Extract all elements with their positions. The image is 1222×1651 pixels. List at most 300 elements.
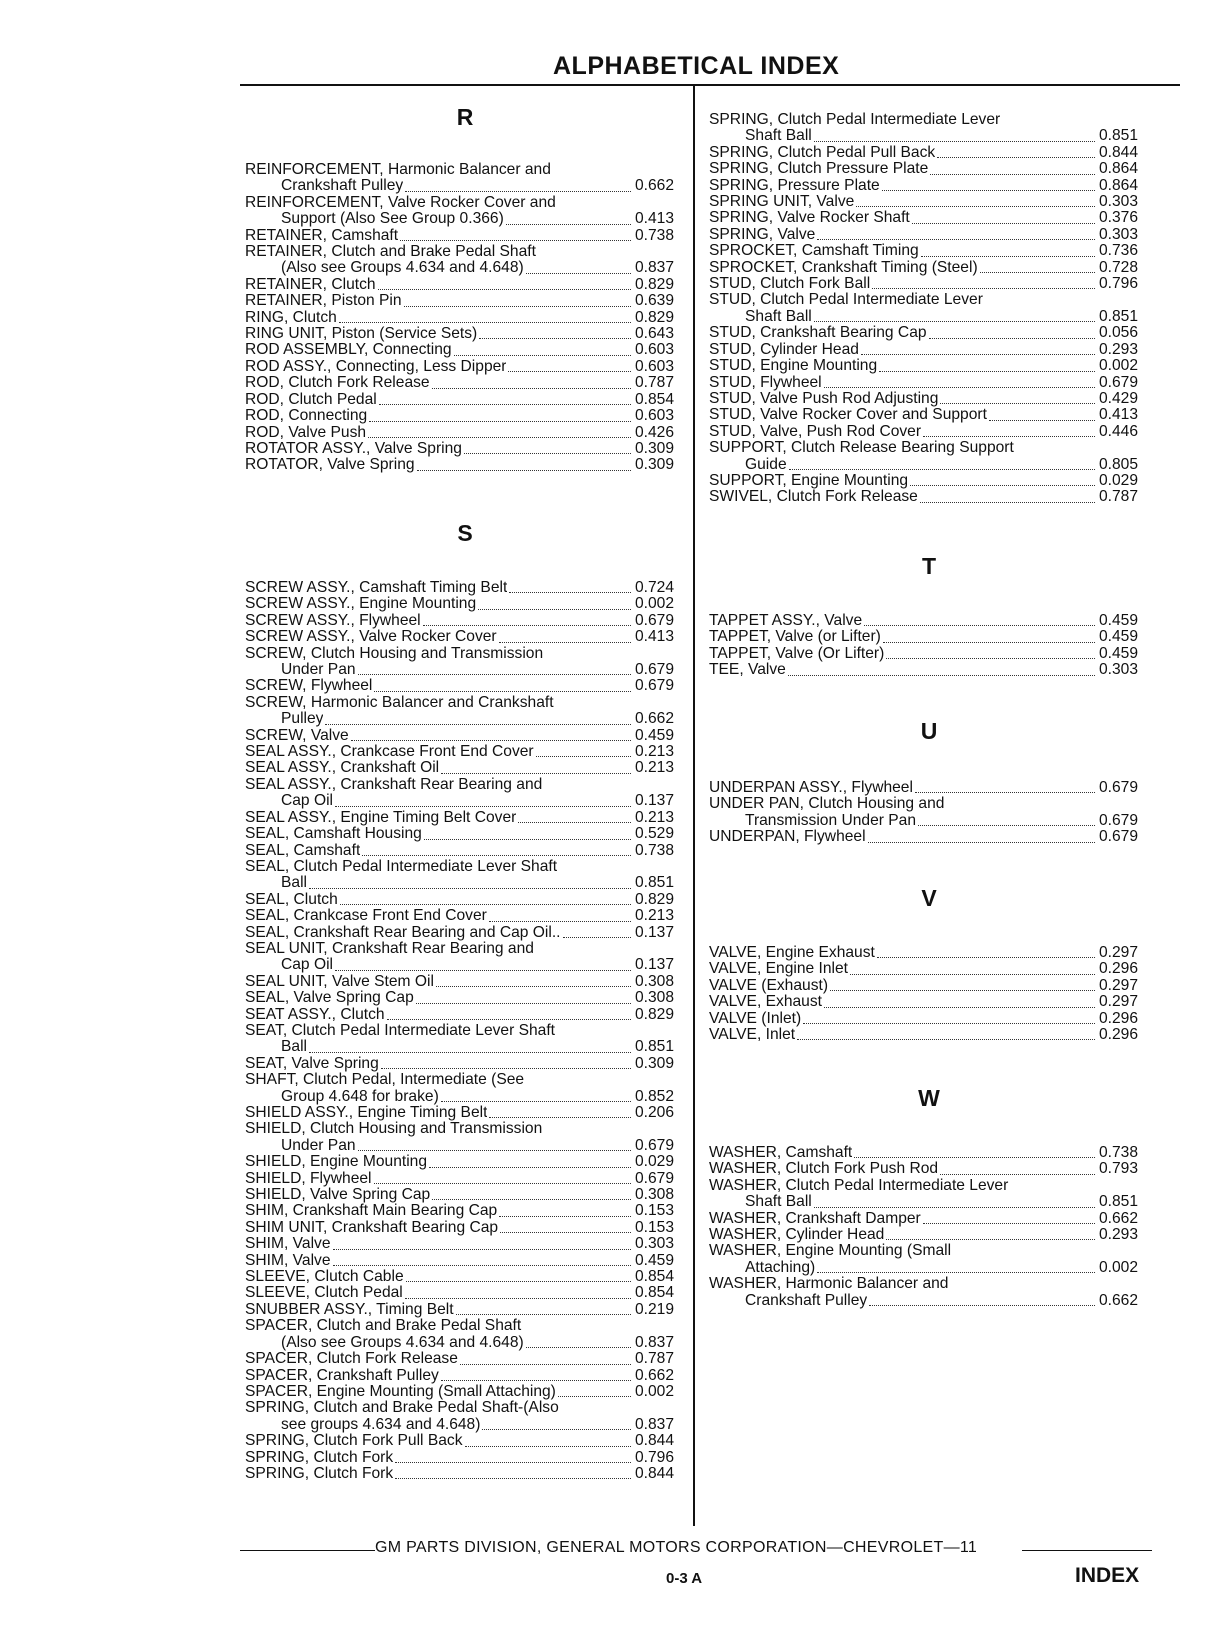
index-entry [709,391,1149,407]
index-entry [245,441,685,457]
index-entry [245,1417,685,1433]
group-number: 0.796 [635,1448,675,1466]
index-entry-text: ROTATOR, Valve Spring [245,457,415,474]
index-entry [709,829,1149,845]
dot-leader [940,1172,1095,1175]
index-entry-text: SPRING, Valve Rocker Shaft [709,210,910,227]
group-number: 0.837 [635,1415,675,1433]
dot-leader [850,972,1095,975]
index-entry [245,1269,685,1285]
index-entry [709,813,1149,829]
index-entry [709,1293,1149,1309]
index-entry-text: SPRING, Clutch Pedal Pull Back [709,144,936,161]
index-entry [709,457,1149,473]
index-entry-text: Support (Also See Group 0.366) [281,211,504,228]
dot-leader [923,1221,1095,1224]
dot-leader [424,837,631,840]
index-entry-text: STUD, Cylinder Head [709,341,859,358]
dot-leader [814,139,1095,142]
index-entry [245,908,685,924]
index-entry-text: SHIELD, Flywheel [245,1170,372,1187]
group-number: 0.679 [635,1136,675,1154]
entries-v [709,945,1149,1043]
index-entry [245,1335,685,1351]
index-entry [245,392,685,408]
index-entry [709,325,1149,341]
group-number: 0.459 [635,726,675,744]
dot-leader [387,1017,631,1020]
group-number: 0.309 [635,1054,675,1072]
group-number: 0.056 [1099,324,1139,342]
index-entry [709,260,1149,276]
dot-leader [395,1476,631,1479]
group-number: 0.413 [635,210,675,228]
index-entry [245,957,685,973]
group-number: 0.029 [635,1153,675,1171]
dot-leader [920,500,1095,503]
group-number: 0.829 [635,1005,675,1023]
index-entry [709,1211,1149,1227]
group-number: 0.679 [635,677,675,695]
index-entry-text: SPRING UNIT, Valve [709,194,855,211]
dot-leader [358,1148,631,1151]
index-entry-text: ROD, Valve Push [245,424,367,441]
index-entry-text: RETAINER, Camshaft [245,227,399,244]
index-entry [709,613,1149,629]
dot-leader [797,1037,1095,1040]
index-entry-text: RETAINER, Clutch and Brake Pedal Shaft [245,243,536,261]
dot-leader [886,656,1095,659]
index-entry [709,945,1149,961]
index-entry [709,629,1149,645]
index-entry [245,678,685,694]
group-number: 0.459 [1099,644,1139,662]
index-entry [709,276,1149,292]
index-entry-text: SEAT ASSY., Clutch [245,1006,385,1023]
section-letter-w: W [918,1085,940,1111]
index-entry-text: SCREW ASSY., Flywheel [245,612,421,629]
index-entry [245,1089,685,1105]
index-entry-text: SEAL, Crankcase Front End Cover [245,908,487,925]
index-entry-text: SEAL ASSY., Engine Timing Belt Cover [245,809,517,826]
group-number: 0.854 [635,1268,675,1286]
index-entry [709,375,1149,391]
index-entry-text: STUD, Clutch Fork Ball [709,276,871,293]
index-entry [245,310,685,326]
dot-leader [441,1099,631,1102]
index-entry-text: SHIELD, Clutch Housing and Transmission [245,1120,543,1138]
group-number: 0.603 [635,357,675,375]
index-entry-text: WASHER, Harmonic Balancer and [709,1275,949,1293]
index-entry-text: Ball [281,875,308,892]
index-entry-text: SPROCKET, Camshaft Timing [709,243,919,260]
index-entry-text: VALVE, Exhaust [709,994,822,1011]
index-entry [245,211,685,227]
index-entry-text: SPRING, Clutch Pressure Plate [709,161,929,178]
dot-leader [940,401,1095,404]
group-number: 0.297 [1099,976,1139,994]
group-number: 0.662 [1099,1209,1139,1227]
group-number: 0.851 [1099,307,1139,325]
group-number: 0.303 [1099,225,1139,243]
dot-leader [456,1312,631,1315]
index-entry-text: SEAL, Clutch Pedal Intermediate Lever Shaft [245,857,558,875]
index-entry [709,243,1149,259]
dot-leader [882,188,1095,191]
index-entry-text: SHIELD, Engine Mounting [245,1154,428,1171]
group-number: 0.213 [635,759,675,777]
index-entry-text: SCREW ASSY., Engine Mounting [245,596,477,613]
index-entry-text: VALVE (Exhaust) [709,977,829,994]
index-entry-text: Shaft Ball [745,1194,812,1211]
index-entry-text: SEAT, Valve Spring [245,1055,379,1072]
index-entry-text: SLEEVE, Clutch Cable [245,1269,404,1286]
section-letter-v: V [921,885,937,911]
index-entry-text: Pulley [281,711,324,728]
footer-text: GM PARTS DIVISION, GENERAL MOTORS CORPORATION—CHEVROLET—11 [375,1539,978,1556]
section-label: INDEX [1075,1564,1140,1587]
index-entry [245,408,685,424]
index-entry [245,629,685,645]
index-entry [245,1138,685,1154]
index-entry-text: SEAL UNIT, Valve Stem Oil [245,973,434,990]
dot-leader [814,1205,1095,1208]
index-entry-text: STUD, Clutch Pedal Intermediate Lever [709,291,983,309]
index-entry [245,1007,685,1023]
dot-leader [563,935,632,938]
group-number: 0.219 [635,1300,675,1318]
index-entry [245,793,685,809]
group-number: 0.829 [635,890,675,908]
index-entry [709,1161,1149,1177]
dot-leader [460,1362,631,1365]
dot-leader [910,483,1095,486]
index-entry-text: WASHER, Crankshaft Damper [709,1210,921,1227]
index-entry-text: SEAL ASSY., Crankshaft Rear Bearing and [245,775,543,793]
dot-leader [309,1050,631,1053]
dot-leader [358,672,631,675]
index-entry [245,375,685,391]
dot-leader [489,1115,631,1118]
index-entry-text: SUPPORT, Clutch Release Bearing Support [709,439,1014,457]
title-rule [240,84,1180,86]
index-entry [245,1039,685,1055]
group-number: 0.851 [635,1038,675,1056]
group-number: 0.153 [635,1202,675,1220]
dot-leader [395,1460,631,1463]
index-entry-text: Shaft Ball [745,128,812,145]
group-number: 0.413 [1099,406,1139,424]
group-number: 0.308 [635,972,675,990]
index-entry [245,875,685,891]
dot-leader [381,1066,631,1069]
dot-leader [404,304,631,307]
entries-s-continued [709,112,1149,506]
index-entry-text: VALVE, Engine Inlet [709,961,848,978]
index-entry [709,1011,1149,1027]
group-number: 0.844 [635,1432,675,1450]
index-entry-text: SWIVEL, Clutch Fork Release [709,489,918,506]
dot-leader [824,385,1095,388]
dot-leader [861,352,1095,355]
index-entry-text: SPRING, Valve [709,226,816,243]
index-entry-text: WASHER, Engine Mounting (Small [709,1242,952,1260]
dot-leader [886,1237,1095,1240]
dot-leader [406,1279,631,1282]
dot-leader [817,1270,1095,1273]
dot-leader [929,336,1095,339]
index-entry [245,1351,685,1367]
group-number: 0.002 [635,595,675,613]
index-entry-text: SPRING, Clutch Pedal Intermediate Lever [709,111,1001,128]
index-entry [245,457,685,473]
group-number: 0.309 [635,456,675,474]
group-number: 0.662 [635,1366,675,1384]
dot-leader [454,353,631,356]
group-number: 0.662 [635,710,675,728]
dot-leader [803,1021,1095,1024]
dot-leader [854,1155,1095,1158]
dot-leader [368,435,631,438]
dot-leader [374,689,631,692]
index-entry-text: ROD ASSY., Connecting, Less Dipper [245,358,507,375]
index-entry-text: WASHER, Clutch Fork Push Rod [709,1161,939,1178]
index-entry [245,760,685,776]
group-number: 0.206 [635,1104,675,1121]
index-entry-text: SEAL ASSY., Crankshaft Oil [245,760,440,777]
group-number: 0.603 [635,407,675,425]
index-entry [709,227,1149,243]
dot-leader [989,418,1095,421]
index-entry [709,1194,1149,1210]
index-entry-text: STUD, Valve, Push Rod Cover [709,423,922,440]
group-number: 0.829 [635,308,675,326]
index-entry-text: SHIELD, Valve Spring Cap [245,1187,431,1204]
index-entry [245,744,685,760]
index-entry-text: SLEEVE, Clutch Pedal [245,1285,403,1302]
group-number: 0.293 [1099,1226,1139,1244]
index-entry [709,210,1149,226]
dot-leader [405,189,631,192]
index-entry-text: UNDERPAN, Flywheel [709,829,866,846]
index-entry [709,1227,1149,1243]
group-number: 0.303 [1099,661,1139,679]
group-number: 0.413 [635,628,675,646]
dot-leader [374,1181,631,1184]
group-number: 0.829 [635,275,675,293]
index-entry-text: Under Pan [281,1137,356,1154]
entries-w [709,1145,1149,1309]
index-entry [709,1027,1149,1043]
dot-leader [362,853,631,856]
index-entry-text: SHAFT, Clutch Pedal, Intermediate (See [245,1071,525,1089]
dot-leader [400,238,631,241]
group-number: 0.738 [635,841,675,859]
index-entry-text: Cap Oil [281,957,333,974]
group-number: 0.787 [635,1350,675,1368]
group-number: 0.679 [1099,828,1139,846]
group-number: 0.029 [1099,471,1139,489]
group-number: 0.213 [635,907,675,925]
index-entry-text: SUPPORT, Engine Mounting [709,472,909,489]
group-number: 0.851 [635,874,675,892]
group-number: 0.297 [1099,993,1139,1011]
index-entry [245,1433,685,1449]
index-entry-text: SEAT, Clutch Pedal Intermediate Lever Shaft [245,1021,556,1039]
index-entry-text: SCREW, Clutch Housing and Transmission [245,644,544,662]
group-number: 0.293 [1099,340,1139,358]
dot-leader [351,738,631,741]
group-number: 0.852 [635,1087,675,1105]
dot-leader [432,1197,631,1200]
index-entry-text: SPRING, Clutch Fork Pull Back [245,1433,463,1450]
footer-rule-right [1022,1550,1152,1551]
index-entry [245,1236,685,1252]
dot-leader [436,984,631,987]
group-number: 0.002 [1099,357,1139,375]
index-entry [709,646,1149,662]
index-entry [709,961,1149,977]
dot-leader [915,790,1095,793]
dot-leader [930,172,1095,175]
index-entry-text: STUD, Crankshaft Bearing Cap [709,325,927,342]
index-entry-text: REINFORCEMENT, Harmonic Balancer and [245,161,551,178]
group-number: 0.738 [635,226,675,244]
section-letter-t: T [921,553,937,579]
index-entry-text: WASHER, Camshaft [709,1145,853,1161]
index-entry [709,407,1149,423]
index-entry-text: Crankshaft Pulley [281,178,404,195]
index-entry [709,145,1149,161]
dot-leader [464,451,631,454]
index-entry [245,1384,685,1400]
dot-leader [432,386,631,389]
group-number: 0.459 [635,1251,675,1269]
group-number: 0.679 [635,1169,675,1187]
index-entry-text: SPACER, Engine Mounting (Small Attaching) [245,1383,556,1400]
index-entry-text: Shaft Ball [745,308,812,325]
group-number: 0.296 [1099,1026,1139,1044]
index-entry-text: UNDER PAN, Clutch Housing and [709,795,945,813]
group-number: 0.837 [635,1333,675,1351]
index-entry [245,925,685,941]
group-number: 0.787 [635,374,675,392]
group-number: 0.854 [635,390,675,408]
group-number: 0.002 [635,1382,675,1400]
group-number: 0.429 [1099,389,1139,407]
index-entry-text: ROD, Clutch Fork Release [245,375,430,392]
index-entry-text: (Also see Groups 4.634 and 4.648) [281,1334,524,1351]
dot-leader [416,1001,631,1004]
group-number: 0.376 [1099,209,1139,227]
index-entry [709,194,1149,210]
entries-u [709,780,1149,846]
index-entry [709,309,1149,325]
index-entry-text: SCREW ASSY., Camshaft Timing Belt [245,580,508,596]
group-number: 0.679 [1099,779,1139,796]
dot-leader [872,286,1095,289]
dot-leader [817,237,1095,240]
group-number: 0.213 [635,808,675,826]
index-entry-text: SEAL, Camshaft [245,842,361,859]
dot-leader [788,673,1095,676]
group-number: 0.728 [1099,258,1139,276]
dot-leader [309,886,631,889]
index-entry-text: UNDERPAN ASSY., Flywheel [709,780,913,796]
dot-leader [340,902,631,905]
group-number: 0.309 [635,439,675,457]
dot-leader [536,754,631,757]
entries-t [709,613,1149,679]
index-entry-text: SPROCKET, Crankshaft Timing (Steel) [709,259,978,276]
index-entry-text: Cap Oil [281,793,333,810]
index-entry-text: RING UNIT, Piston (Service Sets) [245,326,478,343]
index-entry-text: RING, Clutch [245,309,337,326]
group-number: 0.851 [1099,1193,1139,1211]
index-entry-text: SHIM, Valve [245,1236,331,1253]
group-number: 0.805 [1099,455,1139,473]
index-entry-text: ROD, Clutch Pedal [245,391,377,408]
entries-r [245,162,685,474]
group-number: 0.864 [1099,176,1139,194]
index-entry [245,1187,685,1203]
dot-leader [479,336,631,339]
index-entry [245,1466,685,1482]
group-number: 0.137 [635,792,675,810]
group-number: 0.643 [635,325,675,343]
dot-leader [526,271,631,274]
group-number: 0.459 [1099,628,1139,646]
group-number: 0.137 [635,956,675,974]
index-entry [245,843,685,859]
dot-leader [526,1345,631,1348]
group-number: 0.303 [635,1235,675,1253]
index-entry [245,1171,685,1187]
index-entry-text: SPRING, Clutch Fork [245,1465,394,1482]
group-number: 0.296 [1099,1009,1139,1027]
index-entry-text: SNUBBER ASSY., Timing Belt [245,1301,454,1318]
group-number: 0.787 [1099,488,1139,506]
index-entry-text: SCREW, Harmonic Balancer and Crankshaft [245,693,554,711]
index-entry-text: VALVE, Engine Exhaust [709,945,875,961]
dot-leader [379,402,631,405]
index-entry [245,728,685,744]
index-entry [709,161,1149,177]
index-entry-text: RETAINER, Piston Pin [245,293,402,310]
index-entry [245,1056,685,1072]
index-entry [245,1285,685,1301]
index-entry-text: SEAL, Clutch [245,891,338,908]
index-entry [245,277,685,293]
group-number: 0.736 [1099,242,1139,260]
group-number: 0.793 [1099,1160,1139,1178]
index-entry-text: SPRING, Pressure Plate [709,177,880,194]
index-entry [245,1220,685,1236]
dot-leader [499,1214,631,1217]
dot-leader [789,467,1095,470]
group-number: 0.297 [1099,944,1139,961]
dot-leader [499,640,631,643]
index-entry-text: STUD, Valve Push Rod Adjusting [709,390,939,407]
index-entry-text: STUD, Flywheel [709,374,822,391]
index-entry [245,974,685,990]
index-entry [245,342,685,358]
dot-leader [482,1427,631,1430]
dot-leader [518,820,631,823]
dot-leader [423,623,631,626]
index-entry-text: WASHER, Clutch Pedal Intermediate Lever [709,1176,1009,1194]
index-entry-text: STUD, Engine Mounting [709,358,878,375]
